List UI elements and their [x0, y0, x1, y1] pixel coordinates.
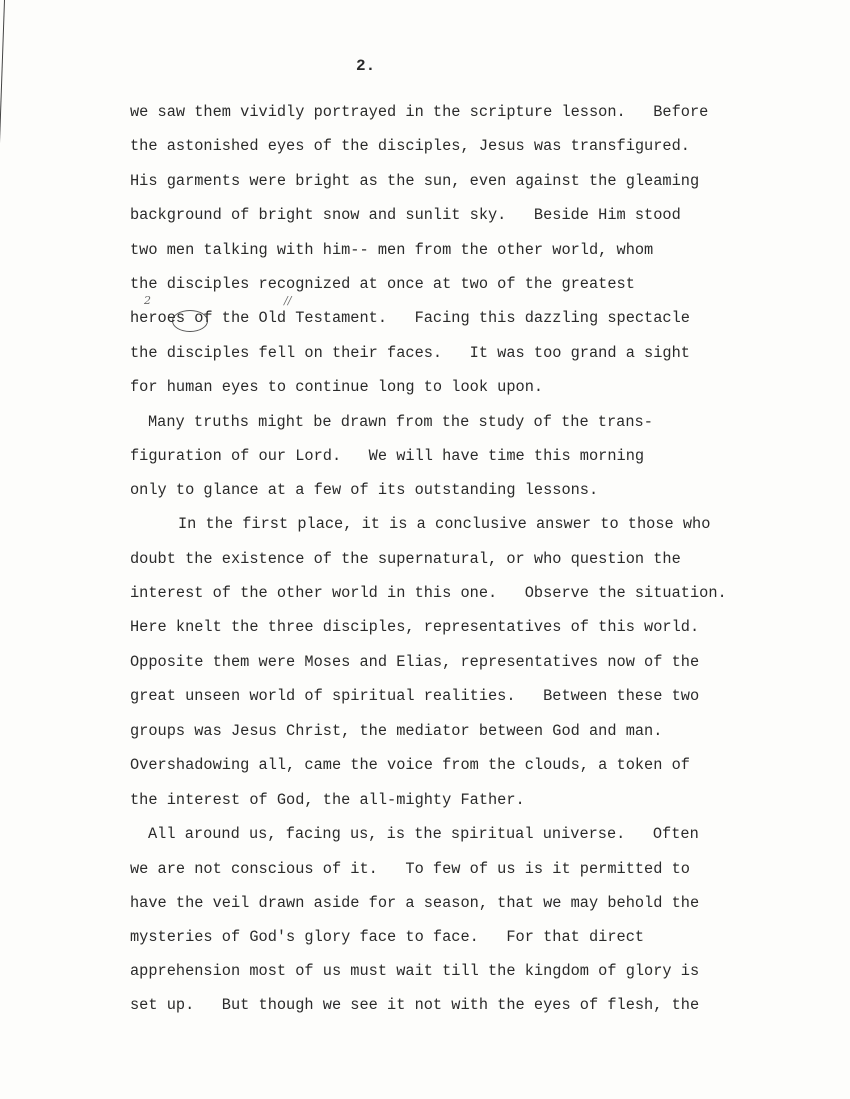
- text-line: groups was Jesus Christ, the mediator between God and man.: [130, 722, 663, 740]
- page-number: 2.: [356, 57, 376, 75]
- quote-annotation: //: [284, 294, 292, 307]
- margin-annotation: 2: [144, 294, 151, 307]
- page-edge-mark: [0, 0, 7, 220]
- text-line: Opposite them were Moses and Elias, representatives now of the: [130, 653, 700, 671]
- text-line: figuration of our Lord. We will have time this morning: [130, 447, 645, 465]
- text-line: His garments were bright as the sun, even against the gleaming: [130, 172, 700, 190]
- text-line: In the first place, it is a conclusive answer to those who: [178, 515, 711, 533]
- text-line: set up. But though we see it not with the eyes of flesh, the: [130, 996, 700, 1014]
- text-line: we saw them vividly portrayed in the scripture lesson. Before: [130, 103, 709, 121]
- text-line: apprehension most of us must wait till the kingdom of glory is: [130, 962, 700, 980]
- text-line: the disciples fell on their faces. It was too grand a sight: [130, 344, 690, 362]
- text-line: Many truths might be drawn from the study of the trans-: [148, 413, 653, 431]
- text-line: the astonished eyes of the disciples, Jesus was transfigured.: [130, 137, 690, 155]
- text-line: Overshadowing all, came the voice from the clouds, a token of: [130, 756, 690, 774]
- text-line: two men talking with him-- men from the other world, whom: [130, 241, 654, 259]
- text-line: mysteries of God's glory face to face. For that direct: [130, 928, 645, 946]
- text-line: we are not conscious of it. To few of us is it permitted to: [130, 860, 690, 878]
- text-line: All around us, facing us, is the spiritual universe. Often: [148, 825, 699, 843]
- text-line: only to glance at a few of its outstanding lessons.: [130, 481, 599, 499]
- text-line: the interest of God, the all-mighty Father.: [130, 791, 525, 809]
- text-line: background of bright snow and sunlit sky. Beside Him stood: [130, 206, 681, 224]
- text-line: doubt the existence of the supernatural, or who question the: [130, 550, 681, 568]
- text-line: Here knelt the three disciples, representatives of this world.: [130, 618, 700, 636]
- text-line: great unseen world of spiritual realities. Between these two: [130, 687, 700, 705]
- text-line: interest of the other world in this one. Observe the situation.: [130, 584, 727, 602]
- text-line: have the veil drawn aside for a season, that we may behold the: [130, 894, 700, 912]
- text-line: the disciples recognized at once at two of the greatest: [130, 275, 635, 293]
- text-line: heroes of the Old Testament. Facing this dazzling spectacle: [130, 309, 690, 327]
- text-line: for human eyes to continue long to look upon.: [130, 378, 544, 396]
